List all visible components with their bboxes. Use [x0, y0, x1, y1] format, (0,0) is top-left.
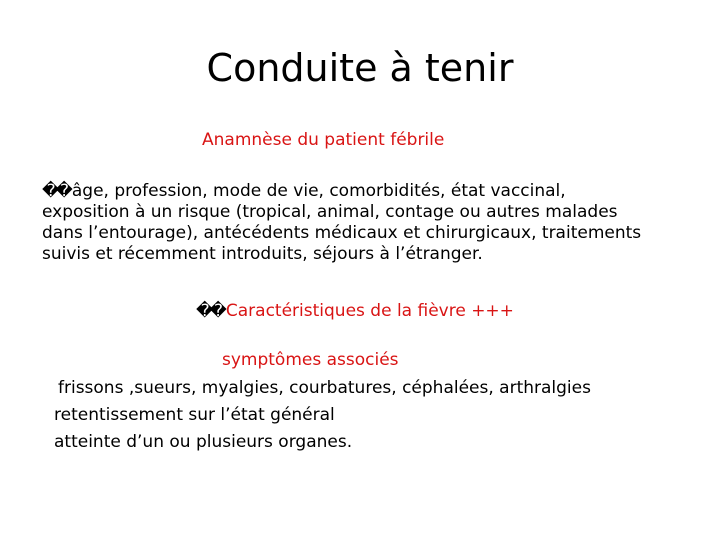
- symptoms-line-1: frissons ,sueurs, myalgies, courbatures, céphalées, arthralgies: [58, 378, 591, 398]
- anamnesis-subtitle: Anamnèse du patient fébrile: [202, 130, 445, 150]
- anamnesis-line-4: suivis et récemment introduits, séjours à l’étranger.: [42, 244, 483, 264]
- anamnesis-line-1-text: âge, profession, mode de vie, comorbidités, état vaccinal,: [71, 181, 566, 201]
- fever-characteristics: [196, 300, 514, 322]
- anamnesis-line-3: dans l’entourage), antécédents médicaux et chirurgicaux, traitements: [42, 223, 642, 243]
- anamnesis-paragraph: [42, 181, 702, 265]
- bullet-glyph-icon: ��: [196, 301, 223, 321]
- bullet-glyph-icon: ��: [42, 181, 69, 201]
- anamnesis-line-2: exposition à un risque (tropical, animal, contage ou autres malades: [42, 202, 618, 222]
- slide-title: Conduite à tenir: [206, 46, 514, 90]
- symptoms-line-2: retentissement sur l’état général: [54, 405, 335, 425]
- symptoms-heading: symptômes associés: [222, 350, 399, 370]
- symptoms-line-3: atteinte d’un ou plusieurs organes.: [54, 432, 353, 452]
- anamnesis-line-1: [42, 181, 702, 202]
- fever-characteristics-text: Caractéristiques de la fièvre +++: [225, 301, 514, 321]
